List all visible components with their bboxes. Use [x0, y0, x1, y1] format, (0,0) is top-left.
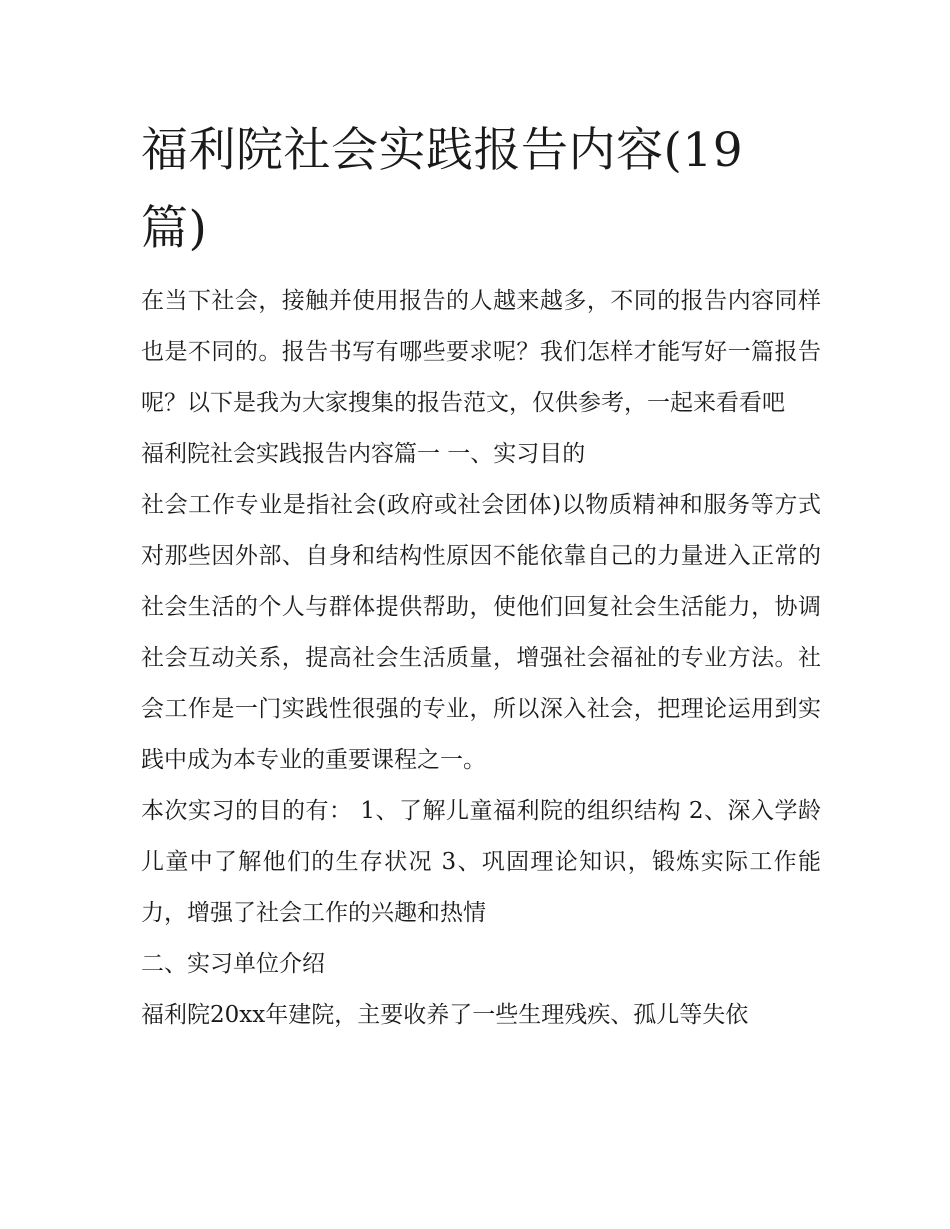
section-heading-1: 福利院社会实践报告内容篇一 一、实习目的 [141, 441, 586, 467]
document-title: 福利院社会实践报告内容(19篇) [141, 123, 744, 256]
document-body [141, 112, 821, 1041]
objectives-paragraph: 本次实习的目的有： 1、了解儿童福利院的组织结构 2、深入学龄儿童中了解他们的生存状况 3、巩固理论知识，锻炼实际工作能力，增强了社会工作的兴趣和热情 [141, 798, 821, 926]
intro-paragraph: 在当下社会，接触并使用报告的人越来越多，不同的报告内容同样也是不同的。报告书写有哪些要求呢？我们怎样才能写好一篇报告呢？以下是我为大家搜集的报告范文，仅供参考，一起来看看吧 [141, 288, 821, 416]
body-paragraph: 福利院20xx年建院，主要收养了一些生理残疾、孤儿等失依 [141, 1002, 749, 1028]
section-heading-2: 二、实习单位介绍 [141, 951, 325, 977]
body-paragraph: 社会工作专业是指社会(政府或社会团体)以物质精神和服务等方式对那些因外部、自身和结构性原因不能依靠自己的力量进入正常的社会生活的个人与群体提供帮助，使他们回复社会生活能力，协调社会互动关系，提高社会生活质量，增强社会福祉的专业方法。社会工作是一门实践性很强的专业，所以深入社会，把理论运用到实践中成为本专业的重要课程之一。 [141, 492, 821, 773]
